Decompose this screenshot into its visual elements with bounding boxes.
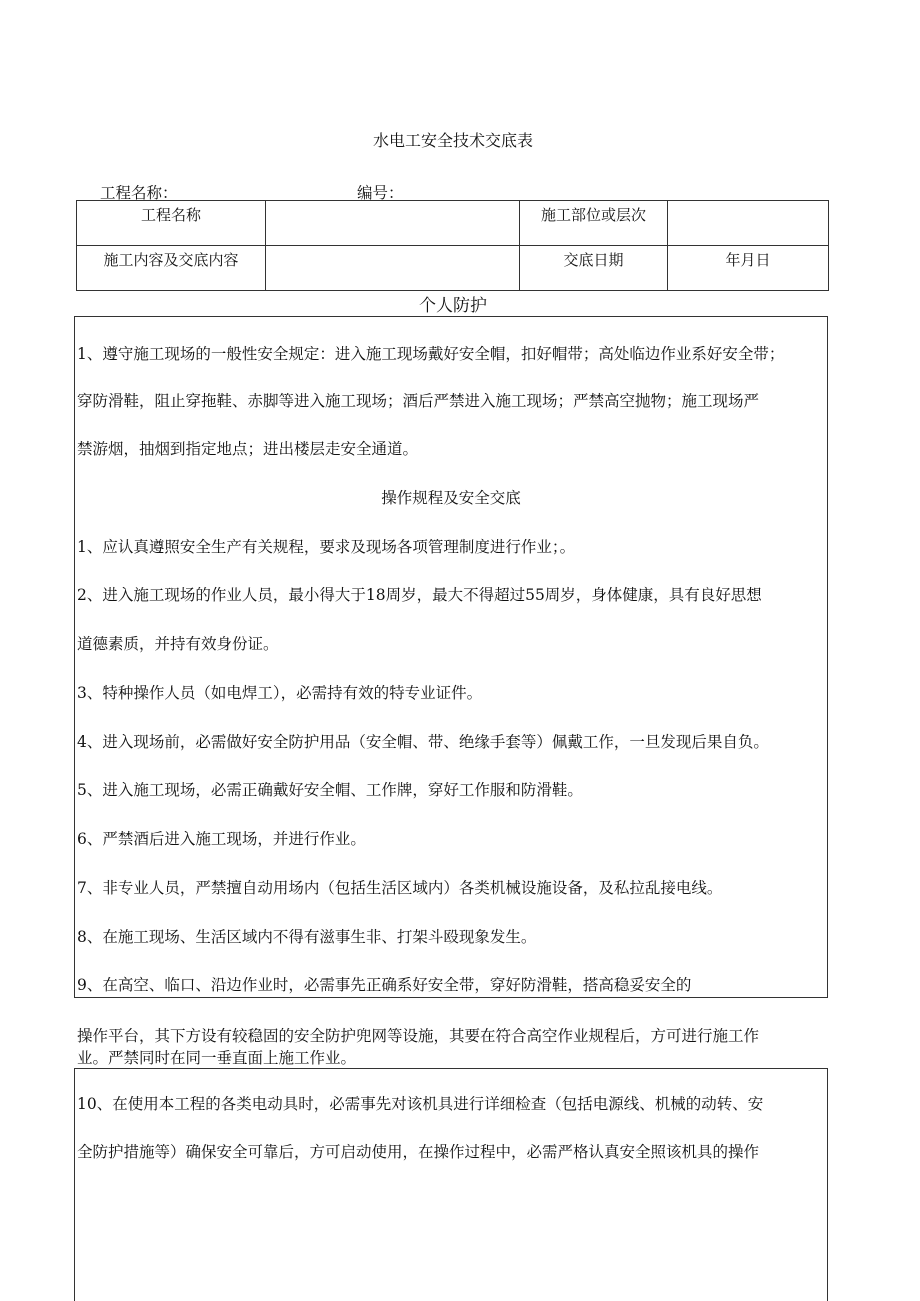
paragraph-line: 2、进入施工现场的作业人员，最小得大于18周岁，最大不得超过55周岁，身体健康，具有良好思想 bbox=[77, 586, 762, 604]
paragraph-line: 6、严禁酒后进入施工现场，并进行作业。 bbox=[77, 830, 366, 848]
paragraph-line: 7、非专业人员，严禁擅自动用场内（包括生活区域内）各类机械设施设备，及私拉乱接电线。 bbox=[77, 879, 723, 897]
content-cell-label: 施工内容及交底内容 bbox=[103, 251, 239, 269]
project-name-label: 工程名称： bbox=[100, 184, 178, 202]
date-value bbox=[668, 246, 829, 291]
continuation-line: 操作平台，其下方设有较稳固的安全防护兜网等设施，其要在符合高空作业规程后，方可进行施工作 bbox=[77, 1027, 760, 1045]
operation-title: 操作规程及安全交底 bbox=[381, 489, 521, 507]
paragraph-line: 全防护措施等）确保安全可靠后，方可启动使用，在操作过程中，必需严格认真安全照该机具的操作 bbox=[77, 1143, 760, 1161]
paragraph-line: 1、应认真遵照安全生产有关规程，要求及现场各项管理制度进行作业；。 bbox=[77, 538, 576, 556]
date-value-text: 年月日 bbox=[725, 251, 771, 269]
number-label: 编号： bbox=[357, 184, 404, 202]
content-cell bbox=[77, 246, 266, 291]
continuation-line: 业。严禁同时在同一垂直面上施工作业。 bbox=[77, 1049, 357, 1067]
paragraph-line: 10、在使用本工程的各类电动具时，必需事先对该机具进行详细检查（包括电源线、机械的动转、安 bbox=[77, 1095, 764, 1113]
project-name-cell-label: 工程名称 bbox=[140, 206, 201, 224]
paragraph-line: 3、特种操作人员（如电焊工），必需持有效的特专业证件。 bbox=[77, 684, 483, 702]
rule-10-box bbox=[74, 1068, 828, 1301]
section-title: 个人防护 bbox=[419, 296, 487, 316]
location-value bbox=[668, 201, 829, 246]
paragraph-line: 5、进入施工现场，必需正确戴好安全帽、工作牌，穿好工作服和防滑鞋。 bbox=[77, 781, 583, 799]
table-row bbox=[77, 201, 829, 246]
date-cell-label: 交底日期 bbox=[563, 251, 624, 269]
rules-box bbox=[74, 316, 828, 998]
paragraph-line: 8、在施工现场、生活区域内不得有滋事生非、打架斗殴现象发生。 bbox=[77, 928, 537, 946]
project-name-value bbox=[266, 201, 520, 246]
paragraph-line: 4、进入现场前，必需做好安全防护用品（安全帽、带、绝缘手套等）佩戴工作，一旦发现后果自负。 bbox=[77, 733, 769, 751]
paragraph-line: 穿防滑鞋，阻止穿拖鞋、赤脚等进入施工现场；酒后严禁进入施工现场；严禁高空抛物；施工现场严 bbox=[77, 392, 760, 410]
info-table bbox=[76, 200, 829, 291]
date-cell bbox=[520, 246, 668, 291]
paragraph-line: 1、遵守施工现场的一般性安全规定：进入施工现场戴好安全帽，扣好帽带；高处临边作业系好安全带； bbox=[77, 345, 785, 363]
paragraph-line: 禁游烟，抽烟到指定地点；进出楼层走安全通道。 bbox=[77, 440, 419, 458]
location-cell bbox=[520, 201, 668, 246]
paragraph-line: 9、在高空、临口、沿边作业时，必需事先正确系好安全带，穿好防滑鞋，搭高稳妥安全的 bbox=[77, 976, 692, 994]
paragraph-line: 道德素质，并持有效身份证。 bbox=[77, 635, 279, 653]
location-cell-label: 施工部位或层次 bbox=[540, 206, 646, 224]
content-value bbox=[266, 246, 520, 291]
project-name-cell bbox=[77, 201, 266, 246]
page-title: 水电工安全技术交底表 bbox=[372, 131, 533, 150]
table-row bbox=[77, 246, 829, 291]
